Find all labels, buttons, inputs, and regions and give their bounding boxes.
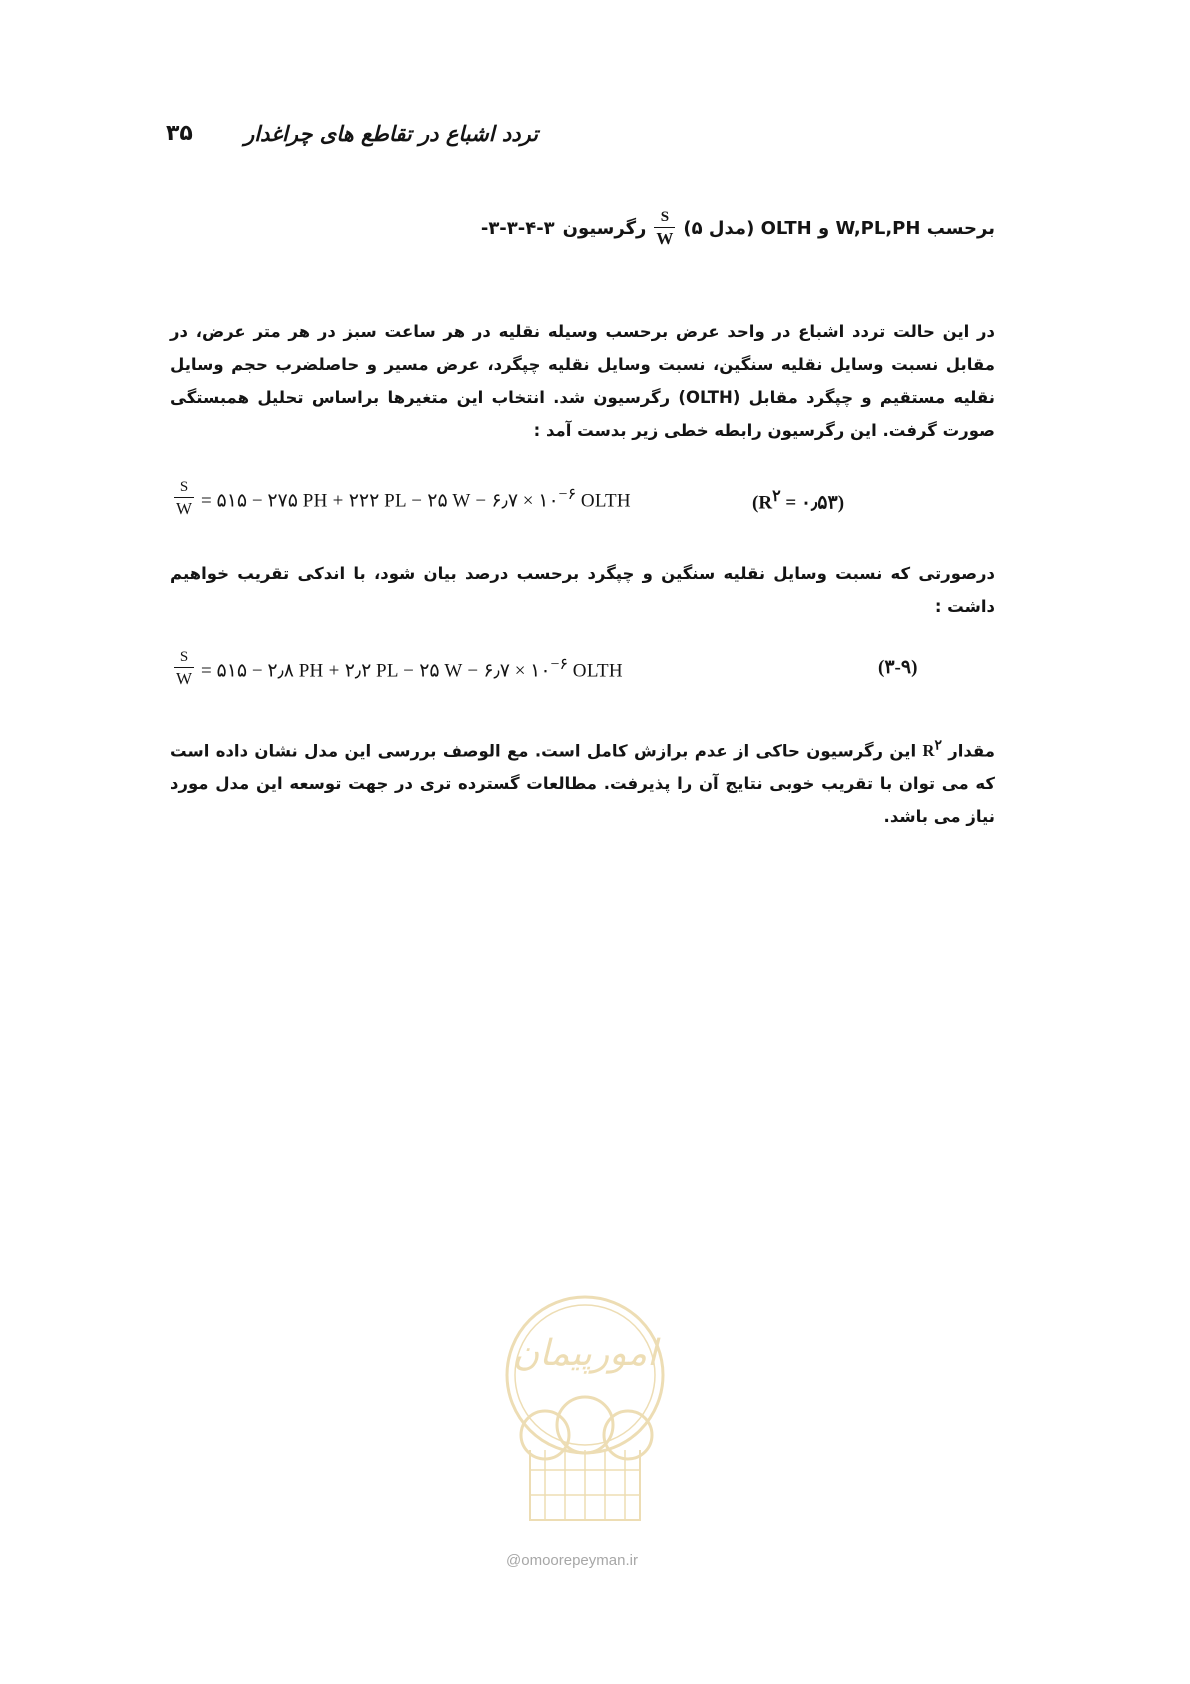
equation-1-rhs: [201, 484, 631, 512]
fraction-numerator: S: [660, 208, 670, 225]
equation-1-terms: = ۵۱۵ − ۲۷۵ PH + ۲۲۲ PL − ۲۵ W − ۶٫۷ × ۱۰: [201, 490, 559, 512]
equation-2-numerator: S: [179, 648, 189, 665]
r-letter: R: [922, 741, 935, 760]
regression-equation-2: [174, 640, 623, 696]
equation-2-rhs: [201, 654, 623, 682]
paragraph-conclusion: [170, 729, 995, 834]
equation-2-exponent: −۶: [550, 655, 569, 673]
paragraph-intro: در این حالت تردد اشباع در واحد عرض برحسب وسیله نقلیه در هر ساعت سبز در هر متر عرض، در مقابل نسبت وسایل نقلیه سنگین، نسبت وسایل نقلیه چپگرد، عرض مسیر و حاصلضرب حجم وسایل نقلیه مستقیم و چپگرد مقابل (OLTH) رگرسیون شد. انتخاب این متغیرها براساس تحلیل همبستگی صورت گرفت. این رگرسیون رابطه خطی زیر بدست آمد :: [170, 321, 995, 440]
section-fraction: [654, 210, 675, 247]
equation-2-olth: OLTH: [572, 660, 623, 682]
r2-open: (R: [752, 492, 773, 514]
section-title-part1: رگرسیون: [562, 217, 647, 239]
page-number: ۳۵: [166, 120, 193, 146]
watermark-url: @omoorepeyman.ir: [506, 1552, 638, 1569]
equation-2-number: (۳-۹): [878, 657, 918, 678]
r-sup: ۲: [934, 737, 942, 753]
r2-sup: ۲: [772, 488, 781, 505]
equation-1-r-squared: [752, 486, 844, 514]
running-header: [166, 113, 538, 153]
equation-1-numerator: S: [179, 478, 189, 495]
r-symbol: [922, 737, 942, 760]
section-title-part2: برحسب W,PL,PH و OLTH (مدل ۵): [683, 217, 995, 239]
equation-1-denominator: W: [176, 498, 193, 518]
equation-1-olth: OLTH: [580, 490, 631, 512]
watermark-logo: [490, 1290, 680, 1540]
conclusion-prefix: مقدار: [948, 741, 996, 760]
equation-1-fraction: [174, 480, 194, 517]
regression-equation-1: [174, 470, 631, 526]
r2-close: = ۰٫۵۳): [780, 492, 845, 514]
conclusion-text: این رگرسیون حاکی از عدم برازش کامل است. مع الوصف بررسی این مدل نشان داده است که می توان با تقریب خوبی نتایج آن را پذیرفت. مطالعات گسترده تری در جهت توسعه این مدل مورد نیاز می باشد.: [170, 741, 995, 826]
equation-2-terms: = ۵۱۵ − ۲٫۸ PH + ۲٫۲ PL − ۲۵ W − ۶٫۷ × ۱۰: [201, 660, 551, 682]
section-heading: [481, 200, 995, 256]
paragraph-percent-note: درصورتی که نسبت وسایل نقلیه سنگین و چپگرد برحسب درصد بیان شود، با اندکی تقریب خواهیم داشت :: [170, 563, 995, 616]
section-number: ۳-۳-۴-۳-: [480, 217, 555, 239]
fraction-denominator: W: [656, 228, 674, 248]
equation-2-denominator: W: [176, 668, 193, 688]
equation-1-exponent: −۶: [558, 485, 577, 503]
watermark-text: امورپیمان: [512, 1333, 658, 1374]
equation-2-fraction: [174, 650, 194, 687]
header-title: تردد اشباع در تقاطع های چراغدار: [244, 120, 538, 146]
